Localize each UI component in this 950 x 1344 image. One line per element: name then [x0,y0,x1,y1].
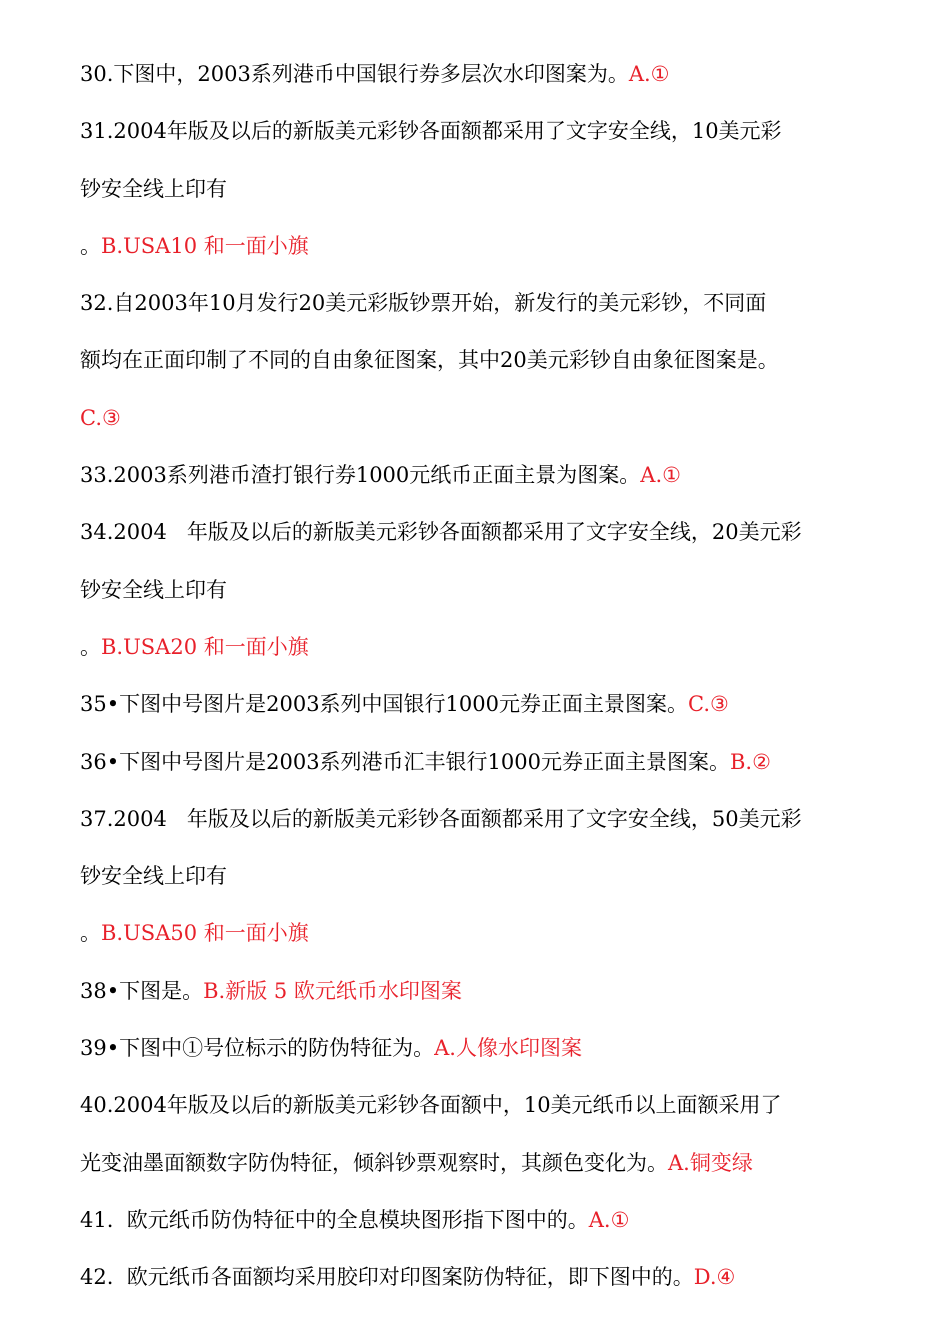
answer-line-34 [80,619,880,676]
question-line-42 [80,1249,880,1306]
answer-line-31 [80,218,880,275]
question-line-41 [80,1192,880,1249]
answer-text: B.新版 5 欧元纸币水印图案 [203,978,462,1003]
answer-text: D.④ [693,1265,736,1290]
question-line-31 [80,103,880,160]
question-line-34-cont [80,562,880,619]
question-text: 31.2004年版及以后的新版美元彩钞各面额都采用了文字安全线，10美元彩 [80,119,782,144]
document-page [80,46,880,1307]
question-line-31-cont [80,161,880,218]
question-line-39 [80,1020,880,1077]
question-text: 35•下图中号图片是2003系列中国银行1000元券正面主景图案。 [80,692,688,717]
question-line-40 [80,1077,880,1134]
answer-line-37 [80,905,880,962]
answer-text: C.③ [80,405,121,430]
question-line-38 [80,963,880,1020]
question-line-37 [80,791,880,848]
answer-text: A.① [628,62,670,86]
answer-text: A.① [640,463,681,488]
question-line-37-cont [80,848,880,905]
question-text: 32.自2003年10月发行20美元彩版钞票开始，新发行的美元彩钞，不同面 [80,291,767,316]
question-line-33 [80,447,880,504]
question-text: 34.2004 年版及以后的新版美元彩钞各面额都采用了文字安全线，20美元彩 [80,520,802,545]
question-line-34 [80,504,880,561]
question-text: 钞安全线上印有 [80,176,227,201]
question-text: 。 [80,233,101,258]
question-text: 42. 欧元纸币各面额均采用胶印对印图案防伪特征，即下图中的。 [80,1265,694,1290]
answer-line-32 [80,390,880,447]
answer-text: B.② [730,749,771,774]
question-line-32-cont [80,332,880,389]
answer-text: A.铜变绿 [668,1150,753,1175]
question-text: 33.2003系列港币渣打银行券1000元纸币正面主景为图案。 [80,463,641,488]
answer-text: C.③ [688,692,729,717]
question-text: 38•下图是。 [80,978,204,1003]
question-line-32 [80,275,880,332]
question-line-35 [80,676,880,733]
question-text: 。 [80,634,101,659]
answer-text: A.人像水印图案 [434,1036,582,1061]
question-text: 额均在正面印制了不同的自由象征图案，其中20美元彩钞自由象征图案是。 [80,348,779,373]
question-text: 40.2004年版及以后的新版美元彩钞各面额中，10美元纸币以上面额采用了 [80,1093,782,1118]
question-text: 钞安全线上印有 [80,864,227,889]
question-line-30 [80,46,880,103]
question-line-36 [80,734,880,791]
question-text: 光变油墨面额数字防伪特征，倾斜钞票观察时，其颜色变化为。 [80,1150,668,1175]
question-text: 39•下图中①号位标示的防伪特征为。 [80,1036,435,1061]
question-text: 37.2004 年版及以后的新版美元彩钞各面额都采用了文字安全线，50美元彩 [80,806,802,831]
question-text: 。 [80,921,101,946]
answer-text: A.① [588,1207,630,1232]
answer-text: B.USA20 和一面小旗 [101,634,309,659]
question-text: 钞安全线上印有 [80,577,227,602]
question-text: 30.下图中，2003系列港币中国银行券多层次水印图案为。 [80,62,629,86]
question-line-40-cont [80,1135,880,1192]
question-text: 36•下图中号图片是2003系列港币汇丰银行1000元券正面主景图案。 [80,749,730,774]
question-text: 41. 欧元纸币防伪特征中的全息模块图形指下图中的。 [80,1207,589,1232]
answer-text: B.USA50 和一面小旗 [101,921,309,946]
answer-text: B.USA10 和一面小旗 [101,233,309,258]
